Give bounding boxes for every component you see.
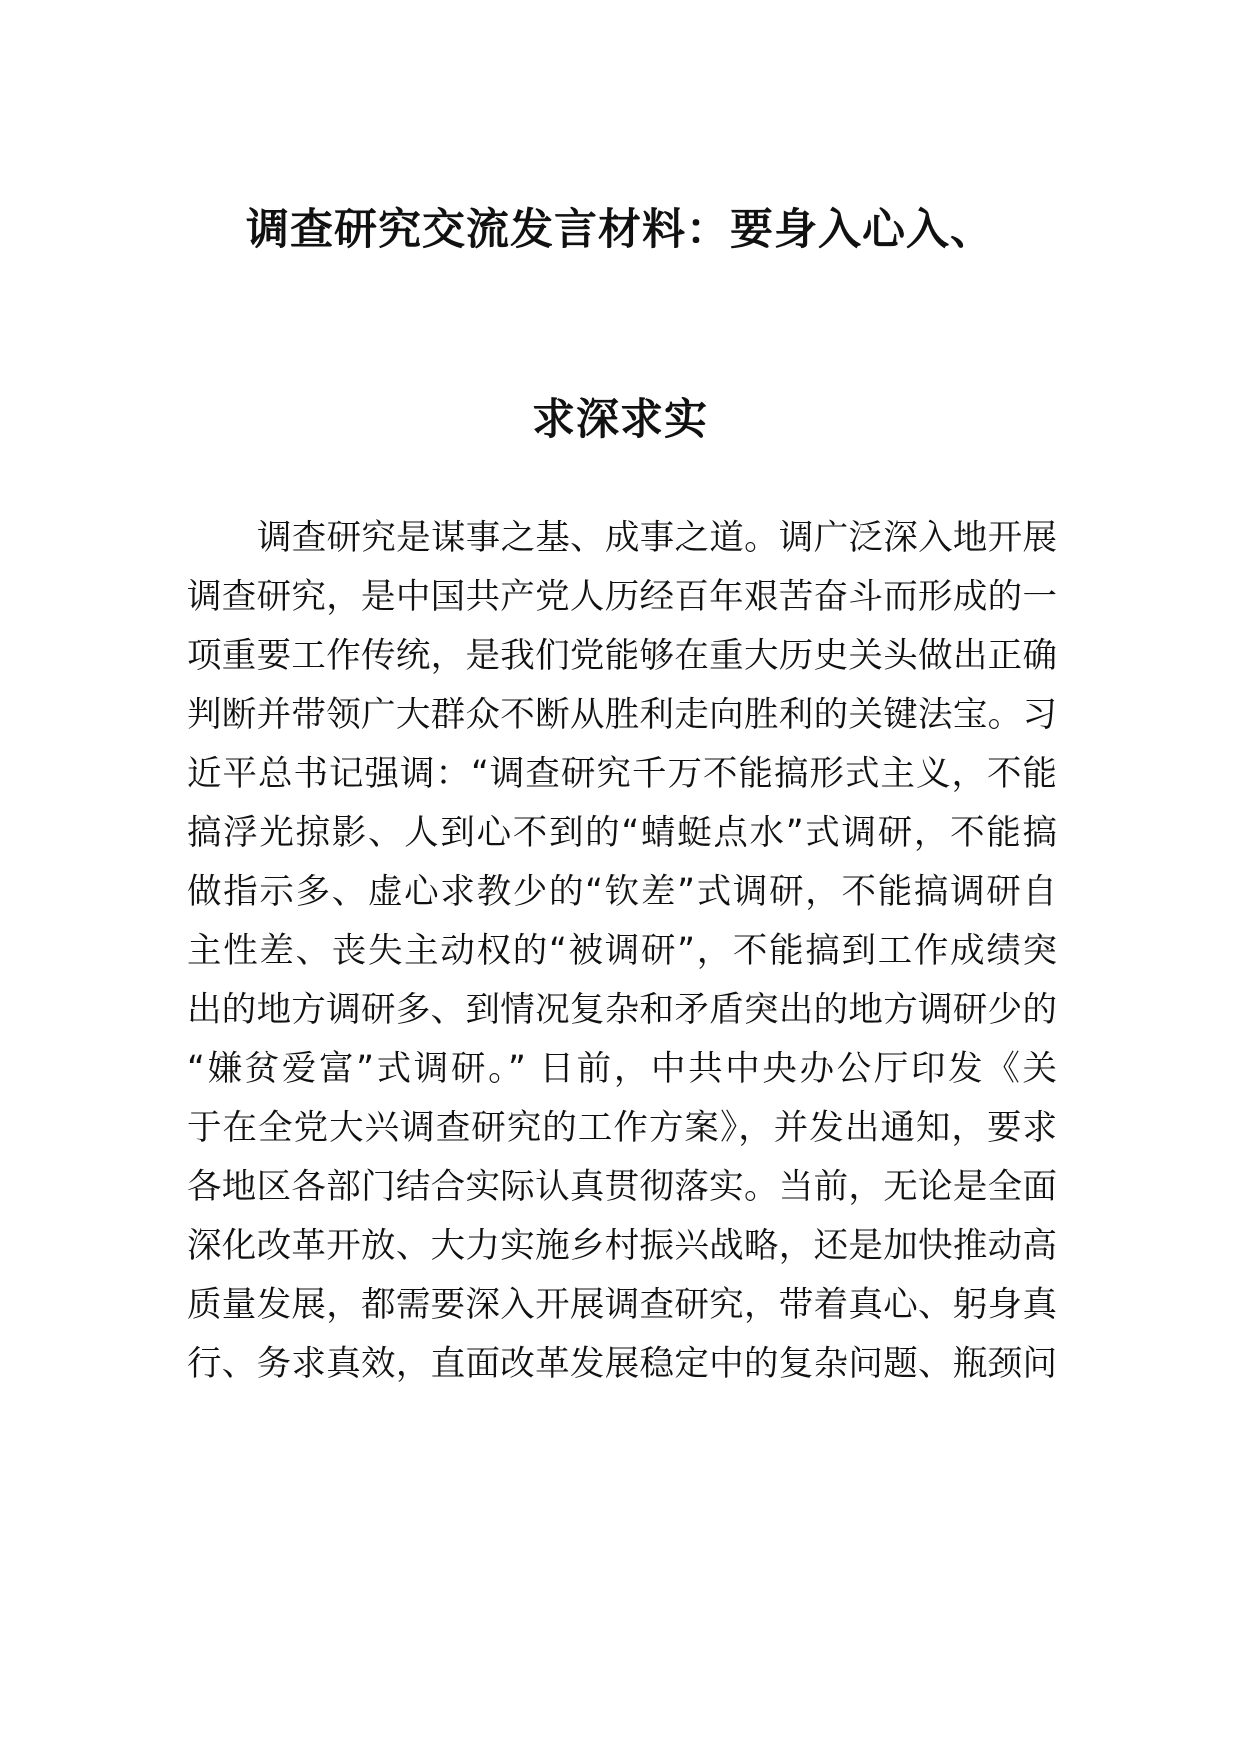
body-line-6: 搞浮光掠影、人到心不到的“蜻蜓点水”式调研，不能搞 <box>187 813 1057 853</box>
body-line-3: 项重要工作传统，是我们党能够在重大历史关头做出正确 <box>187 636 1057 676</box>
body-line-9: 出的地方调研多、到情况复杂和矛盾突出的地方调研少的 <box>187 990 1057 1030</box>
body-line-15: 行、务求真效，直面改革发展稳定中的复杂问题、瓶颈问 <box>187 1344 1057 1384</box>
body-line-5: 近平总书记强调：“调查研究千万不能搞形式主义，不能 <box>187 754 1057 794</box>
body-line-12: 各地区各部门结合实际认真贯彻落实。当前，无论是全面 <box>187 1167 1057 1207</box>
body-line-14: 质量发展，都需要深入开展调查研究，带着真心、躬身真 <box>187 1285 1057 1325</box>
body-line-13: 深化改革开放、大力实施乡村振兴战略，还是加快推动高 <box>187 1226 1057 1266</box>
body-line-2: 调查研究，是中国共产党人历经百年艰苦奋斗而形成的一 <box>187 577 1057 617</box>
body-line-8: 主性差、丧失主动权的“被调研”，不能搞到工作成绩突 <box>187 931 1057 971</box>
body-line-11: 于在全党大兴调查研究的工作方案》，并发出通知，要求 <box>187 1108 1057 1148</box>
document-title-line-1: 调查研究交流发言材料：要身入心入、 <box>246 205 994 255</box>
document-title-line-2: 求深求实 <box>532 395 708 445</box>
body-line-4: 判断并带领广大群众不断从胜利走向胜利的关键法宝。习 <box>187 695 1057 735</box>
body-line-1: 调查研究是谋事之基、成事之道。调广泛深入地开展 <box>257 518 1057 558</box>
body-line-7: 做指示多、虚心求教少的“钦差”式调研，不能搞调研自 <box>187 872 1057 912</box>
body-line-10: “嫌贫爱富”式调研。” 日前，中共中央办公厅印发《关 <box>187 1049 1057 1089</box>
